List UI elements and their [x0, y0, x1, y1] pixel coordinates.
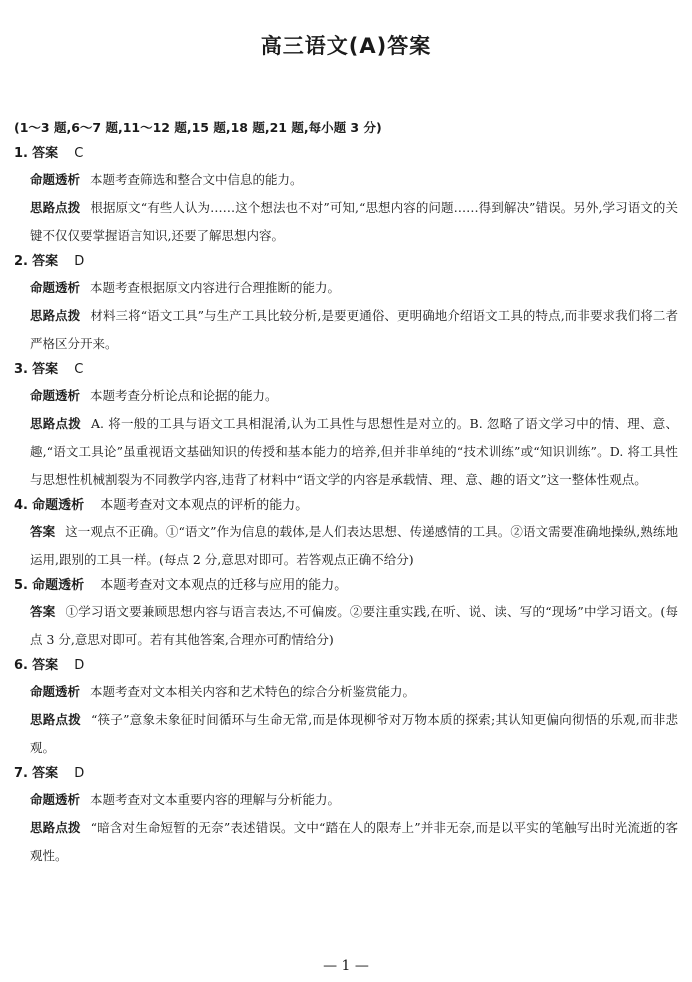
question-1	[0, 142, 692, 250]
question-number: 3.	[14, 362, 28, 377]
item-text: 本题考查筛选和整合文中信息的能力。	[90, 172, 303, 187]
heading-label: 答案	[32, 146, 59, 161]
question-number: 4.	[14, 498, 28, 513]
question-heading	[14, 762, 692, 786]
heading-label: 命题透析	[32, 498, 85, 513]
heading-value: C	[74, 146, 84, 161]
item-text: 本题考查根据原文内容进行合理推断的能力。	[90, 280, 341, 295]
item-label: 命题透析	[30, 684, 81, 699]
question-heading	[14, 142, 692, 166]
item-text: A. 将一般的工具与语文工具相混淆,认为工具性与思想性是对立的。B. 忽略了语文学习中的情、理、意、趣,“语文工具论”虽重视语文基础知识的传授和基本能力的培养,但并非单纯的“技术训练”或“知识训练”。D. 将工具性与思想性机械割裂为不同教学内容,违背了材料中“语文学的内容是承载情、理、意、趣的语文”这一整体性观点。	[30, 416, 678, 487]
question-7	[0, 762, 692, 870]
question-4	[0, 494, 692, 574]
item-label: 思路点拨	[30, 200, 81, 215]
reasoning-paragraph	[30, 302, 678, 358]
answer-paragraph	[30, 598, 678, 654]
analysis-paragraph	[30, 274, 678, 302]
item-text: 根据原文“有些人认为……这个想法也不对”可知,“思想内容的问题……得到解决”错误。另外,学习语文的关键不仅仅要掌握语言知识,还要了解思想内容。	[30, 200, 678, 243]
question-number: 5.	[14, 578, 28, 593]
item-label: 命题透析	[30, 280, 81, 295]
analysis-paragraph	[30, 678, 678, 706]
item-text: 本题考查对文本重要内容的理解与分析能力。	[90, 792, 341, 807]
item-text: ①学习语文要兼顾思想内容与语言表达,不可偏废。②要注重实践,在听、说、读、写的“现场”中学习语文。(每点 3 分,意思对即可。若有其他答案,合理亦可酌情给分)	[30, 604, 678, 647]
item-text: 本题考查对文本相关内容和艺术特色的综合分析鉴赏能力。	[90, 684, 416, 699]
question-2	[0, 250, 692, 358]
answer-list	[0, 142, 692, 870]
question-heading	[14, 574, 692, 598]
item-label: 思路点拨	[30, 820, 81, 835]
heading-label: 答案	[32, 658, 59, 673]
question-5	[0, 574, 692, 654]
question-6	[0, 654, 692, 762]
page-number: — 1 —	[323, 958, 369, 974]
question-heading	[14, 250, 692, 274]
analysis-paragraph	[30, 786, 678, 814]
item-label: 思路点拨	[30, 308, 81, 323]
heading-value: D	[74, 658, 85, 673]
item-label: 命题透析	[30, 388, 81, 403]
item-label: 命题透析	[30, 792, 81, 807]
answer-paragraph	[30, 518, 678, 574]
item-text: “暗含对生命短暂的无奈”表述错误。文中“踏在人的限寿上”并非无奈,而是以平实的笔触写出时光流逝的客观性。	[30, 820, 678, 863]
reasoning-paragraph	[30, 410, 678, 494]
item-text: 这一观点不正确。①“语文”作为信息的载体,是人们表达思想、传递感情的工具。②语文需要准确地操纵,熟练地运用,跟别的工具一样。(每点 2 分,意思对即可。若答观点正确不给分)	[30, 524, 678, 567]
item-text: “筷子”意象未象征时间循环与生命无常,而是体现柳爷对万物本质的探索;其认知更偏向彻悟的乐观,而非悲观。	[30, 712, 678, 755]
item-label: 思路点拨	[30, 416, 82, 431]
heading-label: 命题透析	[32, 578, 85, 593]
heading-label: 答案	[32, 766, 59, 781]
item-label: 答案	[30, 524, 56, 539]
reasoning-paragraph	[30, 814, 678, 870]
question-3	[0, 358, 692, 494]
heading-value: C	[74, 362, 84, 377]
scoring-scope-note: (1～3 题,6～7 题,11～12 题,15 题,18 题,21 题,每小题 3 分)	[14, 120, 382, 135]
question-heading	[14, 654, 692, 678]
item-label: 思路点拨	[30, 712, 82, 727]
item-text: 材料三将“语文工具”与生产工具比较分析,是要更通俗、更明确地介绍语文工具的特点,而非要求我们将二者严格区分开来。	[30, 308, 678, 351]
analysis-paragraph	[30, 166, 678, 194]
reasoning-paragraph	[30, 194, 678, 250]
heading-value: 本题考查对文本观点的迁移与应用的能力。	[100, 578, 348, 593]
heading-value: D	[74, 766, 85, 781]
question-heading	[14, 358, 692, 382]
question-number: 6.	[14, 658, 28, 673]
heading-value: 本题考查对文本观点的评析的能力。	[100, 498, 309, 513]
analysis-paragraph	[30, 382, 678, 410]
reasoning-paragraph	[30, 706, 678, 762]
question-number: 2.	[14, 254, 28, 269]
item-text: 本题考查分析论点和论据的能力。	[90, 388, 278, 403]
heading-label: 答案	[32, 362, 59, 377]
item-label: 命题透析	[30, 172, 81, 187]
question-heading	[14, 494, 692, 518]
question-number: 7.	[14, 766, 28, 781]
heading-label: 答案	[32, 254, 59, 269]
page-title: 高三语文(A)答案	[260, 34, 432, 58]
heading-value: D	[74, 254, 85, 269]
question-number: 1.	[14, 146, 28, 161]
item-label: 答案	[30, 604, 56, 619]
